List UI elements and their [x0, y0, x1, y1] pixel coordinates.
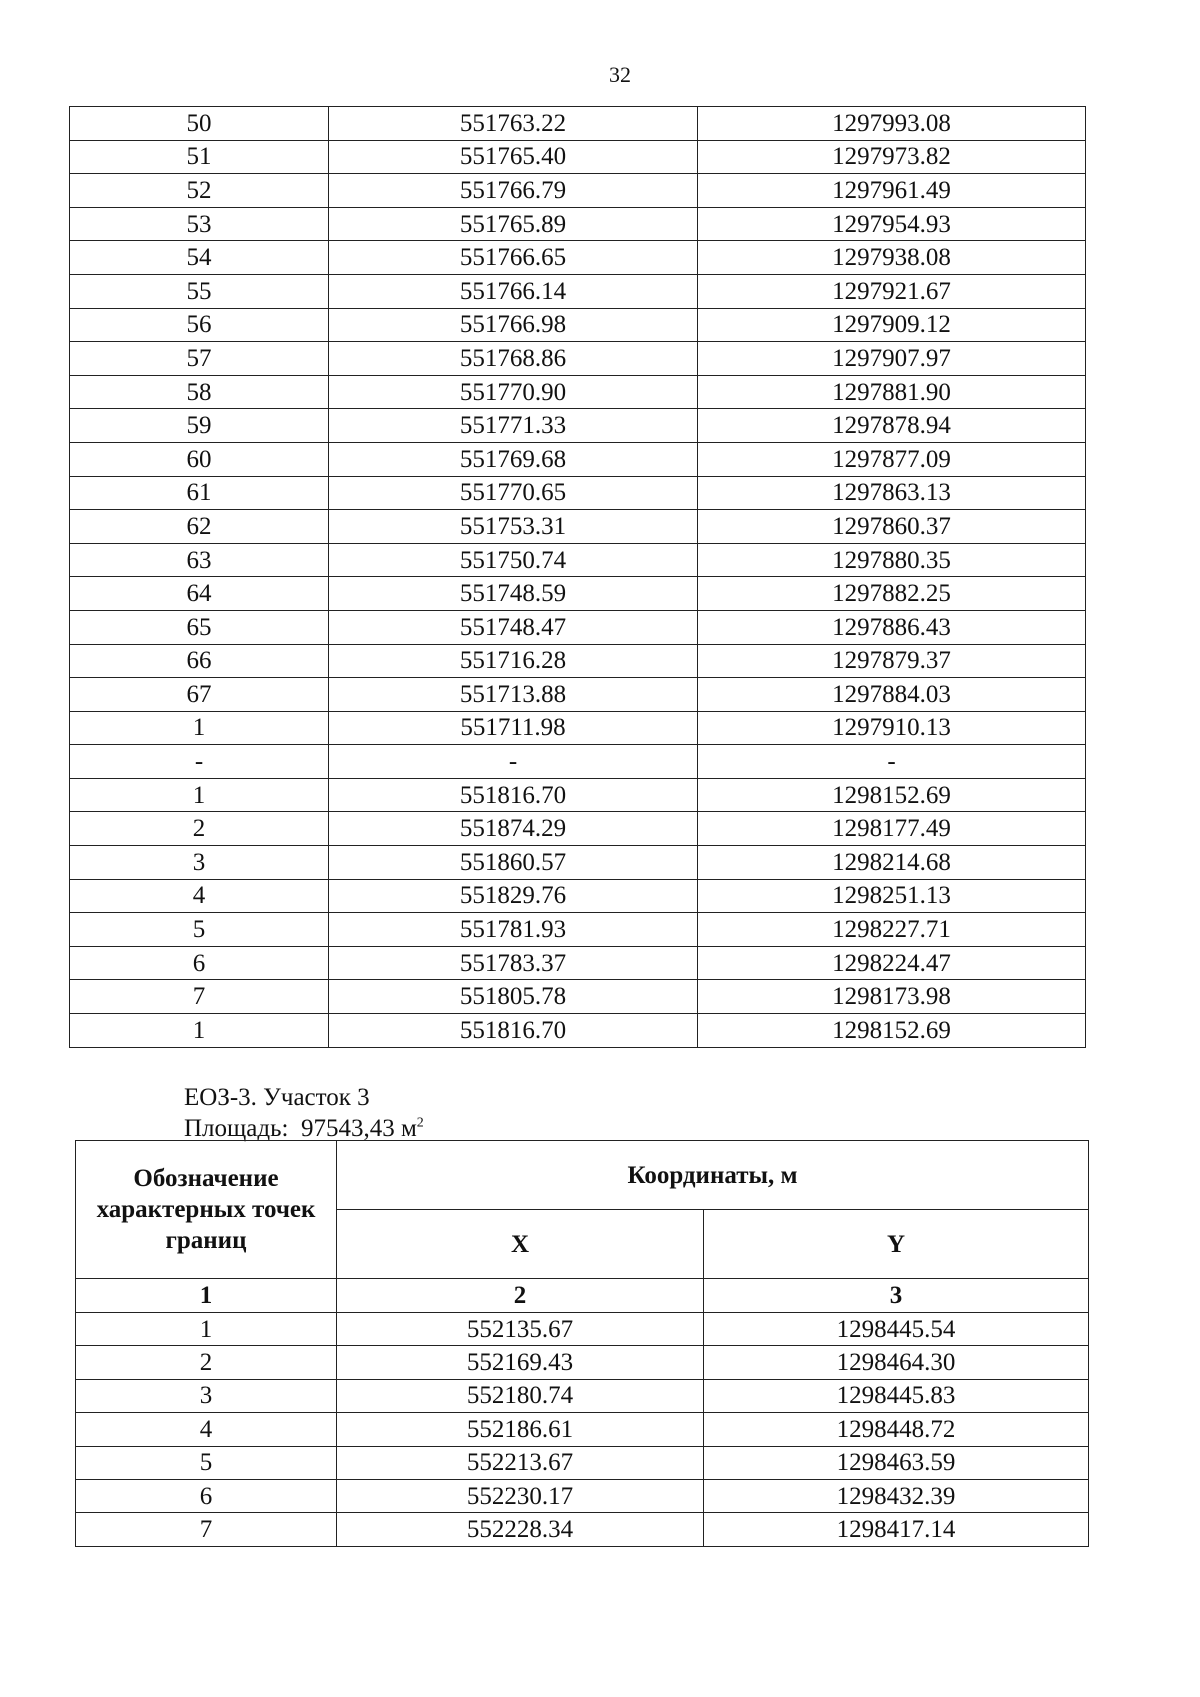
x-coordinate-cell: 552135.67: [337, 1313, 704, 1346]
x-coordinate-cell: 551829.76: [329, 879, 698, 913]
table-row: [76, 1513, 1089, 1546]
y-coordinate-cell: 1297881.90: [698, 375, 1086, 409]
table-row: [70, 543, 1086, 577]
table-row: [70, 207, 1086, 241]
table-row: [70, 711, 1086, 745]
y-coordinate-cell: 1297961.49: [698, 174, 1086, 208]
column-numbers-row: [76, 1279, 1089, 1313]
point-number-cell: 62: [70, 510, 329, 544]
point-number-cell: 1: [70, 1014, 329, 1048]
table-row: [70, 274, 1086, 308]
y-coordinate-cell: 1297879.37: [698, 644, 1086, 678]
y-coordinate-cell: 1297882.25: [698, 577, 1086, 611]
coordinates-table-section-3: [75, 1140, 1089, 1547]
x-coordinate-cell: 551753.31: [329, 510, 698, 544]
x-coordinate-cell: 551783.37: [329, 946, 698, 980]
header-coordinates: Координаты, м: [337, 1141, 1089, 1210]
header-y: Y: [704, 1210, 1089, 1279]
x-coordinate-cell: 551766.65: [329, 241, 698, 275]
x-coordinate-cell: 551748.59: [329, 577, 698, 611]
table-row: [70, 510, 1086, 544]
x-coordinate-cell: 551766.79: [329, 174, 698, 208]
column-number: 1: [76, 1279, 337, 1313]
table-row: [76, 1379, 1089, 1412]
table-row: [70, 846, 1086, 880]
point-number-cell: 65: [70, 610, 329, 644]
y-coordinate-cell: 1298464.30: [704, 1346, 1089, 1379]
table-row: [70, 375, 1086, 409]
point-number-cell: 2: [76, 1346, 337, 1379]
point-number-cell: 51: [70, 140, 329, 174]
y-coordinate-cell: 1298432.39: [704, 1479, 1089, 1512]
x-coordinate-cell: 551816.70: [329, 778, 698, 812]
y-coordinate-cell: 1298214.68: [698, 846, 1086, 880]
x-coordinate-cell: 551781.93: [329, 913, 698, 947]
point-number-cell: 1: [70, 711, 329, 745]
point-number-cell: 5: [70, 913, 329, 947]
x-coordinate-cell: 551770.90: [329, 375, 698, 409]
y-coordinate-cell: 1297863.13: [698, 476, 1086, 510]
table-row: [76, 1413, 1089, 1446]
point-number-cell: 4: [70, 879, 329, 913]
y-coordinate-cell: 1298463.59: [704, 1446, 1089, 1479]
point-number-cell: 59: [70, 409, 329, 443]
x-coordinate-cell: 552186.61: [337, 1413, 704, 1446]
table-row: [70, 778, 1086, 812]
table-row: [70, 342, 1086, 376]
y-coordinate-cell: 1297910.13: [698, 711, 1086, 745]
y-coordinate-cell: 1297884.03: [698, 678, 1086, 712]
x-coordinate-cell: 551860.57: [329, 846, 698, 880]
table-row: [70, 241, 1086, 275]
x-coordinate-cell: 551771.33: [329, 409, 698, 443]
table-row: [70, 1014, 1086, 1048]
x-coordinate-cell: 551816.70: [329, 1014, 698, 1048]
table-row: [70, 980, 1086, 1014]
y-coordinate-cell: 1298417.14: [704, 1513, 1089, 1546]
area-value: 97543,43: [300, 1115, 395, 1142]
table-row: [76, 1313, 1089, 1346]
point-number-cell: -: [70, 745, 329, 779]
x-coordinate-cell: 551711.98: [329, 711, 698, 745]
table-row: [70, 577, 1086, 611]
point-number-cell: 56: [70, 308, 329, 342]
x-coordinate-cell: 552230.17: [337, 1479, 704, 1512]
point-number-cell: 1: [76, 1313, 337, 1346]
y-coordinate-cell: 1298152.69: [698, 1014, 1086, 1048]
y-coordinate-cell: 1298224.47: [698, 946, 1086, 980]
header-x: X: [337, 1210, 704, 1279]
x-coordinate-cell: 551770.65: [329, 476, 698, 510]
section-title: ЕОЗ-3. Участок 3: [184, 1084, 370, 1111]
point-number-cell: 61: [70, 476, 329, 510]
area-label: Площадь:: [184, 1115, 289, 1142]
x-coordinate-cell: 551763.22: [329, 107, 698, 141]
y-coordinate-cell: 1298448.72: [704, 1413, 1089, 1446]
point-number-cell: 66: [70, 644, 329, 678]
point-number-cell: 6: [70, 946, 329, 980]
point-number-cell: 5: [76, 1446, 337, 1479]
x-coordinate-cell: 552169.43: [337, 1346, 704, 1379]
x-coordinate-cell: 551874.29: [329, 812, 698, 846]
y-coordinate-cell: 1297880.35: [698, 543, 1086, 577]
x-coordinate-cell: 551765.40: [329, 140, 698, 174]
x-coordinate-cell: -: [329, 745, 698, 779]
point-number-cell: 3: [76, 1379, 337, 1412]
coordinates-table-body: [76, 1279, 1089, 1547]
x-coordinate-cell: 552180.74: [337, 1379, 704, 1412]
x-coordinate-cell: 551769.68: [329, 442, 698, 476]
point-number-cell: 67: [70, 678, 329, 712]
point-number-cell: 58: [70, 375, 329, 409]
table-row: [70, 946, 1086, 980]
table-row: [70, 140, 1086, 174]
table-row: [70, 476, 1086, 510]
table-row: [70, 913, 1086, 947]
header-point-label: Обозначение характерных точек границ: [76, 1141, 337, 1279]
table-row: [70, 308, 1086, 342]
x-coordinate-cell: 551765.89: [329, 207, 698, 241]
y-coordinate-cell: 1297973.82: [698, 140, 1086, 174]
y-coordinate-cell: -: [698, 745, 1086, 779]
y-coordinate-cell: 1298445.54: [704, 1313, 1089, 1346]
point-number-cell: 7: [76, 1513, 337, 1546]
y-coordinate-cell: 1298445.83: [704, 1379, 1089, 1412]
y-coordinate-cell: 1297907.97: [698, 342, 1086, 376]
x-coordinate-cell: 551713.88: [329, 678, 698, 712]
table-row: [70, 409, 1086, 443]
table-row: [76, 1446, 1089, 1479]
table-row: [70, 879, 1086, 913]
column-number: 2: [337, 1279, 704, 1313]
point-number-cell: 60: [70, 442, 329, 476]
table-row: [70, 745, 1086, 779]
x-coordinate-cell: 551766.98: [329, 308, 698, 342]
point-number-cell: 53: [70, 207, 329, 241]
y-coordinate-cell: 1297877.09: [698, 442, 1086, 476]
x-coordinate-cell: 551805.78: [329, 980, 698, 1014]
y-coordinate-cell: 1298152.69: [698, 778, 1086, 812]
table-row: [70, 107, 1086, 141]
coordinates-table-body: [70, 107, 1086, 1048]
y-coordinate-cell: 1297878.94: [698, 409, 1086, 443]
y-coordinate-cell: 1297886.43: [698, 610, 1086, 644]
table-row: [70, 610, 1086, 644]
table-row: [70, 678, 1086, 712]
point-number-cell: 6: [76, 1479, 337, 1512]
point-number-cell: 54: [70, 241, 329, 275]
x-coordinate-cell: 551750.74: [329, 543, 698, 577]
point-number-cell: 50: [70, 107, 329, 141]
y-coordinate-cell: 1297921.67: [698, 274, 1086, 308]
x-coordinate-cell: 552213.67: [337, 1446, 704, 1479]
y-coordinate-cell: 1297993.08: [698, 107, 1086, 141]
table-row: [76, 1346, 1089, 1379]
coordinates-table-continued: [69, 106, 1086, 1048]
column-number: 3: [704, 1279, 1089, 1313]
point-number-cell: 64: [70, 577, 329, 611]
point-number-cell: 63: [70, 543, 329, 577]
page-number: 32: [609, 62, 631, 87]
y-coordinate-cell: 1298251.13: [698, 879, 1086, 913]
point-number-cell: 2: [70, 812, 329, 846]
point-number-cell: 57: [70, 342, 329, 376]
y-coordinate-cell: 1297938.08: [698, 241, 1086, 275]
area-unit: $м^2$: [400, 1115, 424, 1142]
table-row: [70, 644, 1086, 678]
y-coordinate-cell: 1298227.71: [698, 913, 1086, 947]
x-coordinate-cell: 551766.14: [329, 274, 698, 308]
point-number-cell: 1: [70, 778, 329, 812]
point-number-cell: 55: [70, 274, 329, 308]
table-row: [76, 1479, 1089, 1512]
point-number-cell: 3: [70, 846, 329, 880]
y-coordinate-cell: 1297954.93: [698, 207, 1086, 241]
table-row: [70, 442, 1086, 476]
point-number-cell: 7: [70, 980, 329, 1014]
y-coordinate-cell: 1297909.12: [698, 308, 1086, 342]
x-coordinate-cell: 551768.86: [329, 342, 698, 376]
point-number-cell: 52: [70, 174, 329, 208]
x-coordinate-cell: 551716.28: [329, 644, 698, 678]
point-number-cell: 4: [76, 1413, 337, 1446]
y-coordinate-cell: 1298177.49: [698, 812, 1086, 846]
y-coordinate-cell: 1297860.37: [698, 510, 1086, 544]
table-row: [70, 812, 1086, 846]
y-coordinate-cell: 1298173.98: [698, 980, 1086, 1014]
x-coordinate-cell: 551748.47: [329, 610, 698, 644]
table-row: [70, 174, 1086, 208]
x-coordinate-cell: 552228.34: [337, 1513, 704, 1546]
